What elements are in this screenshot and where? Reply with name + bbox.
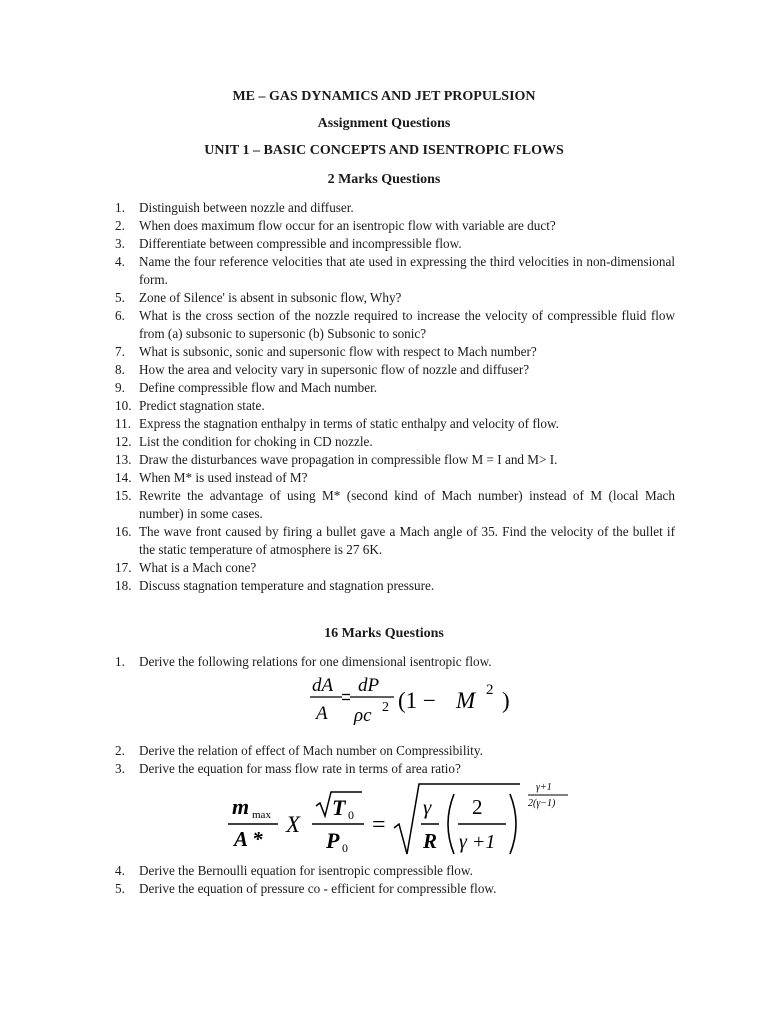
question-item — [115, 451, 675, 469]
question-item — [115, 217, 675, 235]
formula-gamma: γ — [423, 795, 432, 819]
question-text: Zone of Silence' is absent in subsonic flow, Why? — [139, 290, 402, 305]
question-text: Define compressible flow and Mach number. — [139, 380, 378, 395]
formula-R: R — [423, 829, 438, 853]
question-text: How the area and velocity vary in supersonic flow of nozzle and diffuser? — [139, 362, 530, 377]
formula-dA: dA — [312, 675, 334, 696]
question-item — [115, 653, 675, 671]
question-item — [115, 235, 675, 253]
document-subtitle: Assignment Questions — [317, 116, 451, 131]
sixteen-marks-question-list-b — [115, 742, 675, 778]
formula-equals: = — [372, 812, 386, 838]
question-number: 10. — [115, 398, 132, 413]
question-item — [115, 199, 675, 217]
formula-P: P — [326, 828, 340, 853]
question-text: Discuss stagnation temperature and stagnation pressure. — [139, 578, 435, 593]
sixteen-marks-question-list-c — [115, 862, 675, 898]
question-number: 13. — [115, 452, 132, 467]
question-text: When M* is used instead of M? — [139, 470, 308, 485]
question-number: 18. — [115, 578, 132, 593]
question-number: 4. — [115, 863, 125, 878]
area-pressure-relation-formula — [308, 670, 528, 726]
question-text: What is subsonic, sonic and supersonic flow with respect to Mach number? — [139, 344, 537, 359]
question-number: 1. — [115, 200, 125, 215]
question-text: Derive the equation for mass flow rate in terms of area ratio? — [139, 761, 461, 776]
question-text: Derive the relation of effect of Mach number on Compressibility. — [139, 743, 483, 758]
formula-T: T — [332, 795, 346, 820]
question-item — [115, 397, 675, 415]
question-number: 5. — [115, 881, 125, 896]
question-text: Draw the disturbances wave propagation in compressible flow M = I and M> I. — [139, 452, 558, 467]
question-text: Derive the Bernoulli equation for isentropic compressible flow. — [139, 863, 473, 878]
formula-gamma-plus-one: γ +1 — [459, 831, 496, 853]
question-item — [115, 343, 675, 361]
formula-rho-c: ρc — [354, 705, 372, 726]
question-item — [115, 379, 675, 397]
question-text: Distinguish between nozzle and diffuser. — [139, 200, 354, 215]
question-number: 2. — [115, 218, 125, 233]
question-text: The wave front caused by firing a bullet gave a Mach angle of 35. Find the velocity of the bullet if the static temperature of atmosphere is 27 6K. — [139, 524, 675, 557]
two-marks-heading: 2 Marks Questions — [327, 172, 441, 187]
question-item — [115, 742, 675, 760]
formula-exponent-numerator: γ+1 — [536, 782, 552, 793]
question-number: 12. — [115, 434, 132, 449]
question-item — [115, 361, 675, 379]
question-number: 5. — [115, 290, 125, 305]
formula-square-exponent: 2 — [382, 700, 389, 715]
question-number: 17. — [115, 560, 132, 575]
question-item — [115, 253, 675, 289]
sixteen-marks-question-list-a — [115, 653, 675, 671]
question-number: 11. — [115, 416, 131, 431]
question-item — [115, 289, 675, 307]
formula-paren-close: ) — [502, 688, 510, 713]
question-item — [115, 862, 675, 880]
formula-exponent-denominator: 2(γ−1) — [528, 798, 556, 809]
question-number: 9. — [115, 380, 125, 395]
question-number: 2. — [115, 743, 125, 758]
formula-M: M — [456, 688, 476, 713]
question-text: Express the stagnation enthalpy in terms of static enthalpy and velocity of flow. — [139, 416, 559, 431]
formula-max-subscript: max — [252, 809, 271, 821]
two-marks-question-list — [115, 199, 675, 595]
formula-P-subscript: 0 — [342, 841, 348, 855]
question-text: Name the four reference velocities that ate used in expressing the third velocities in non-dimensional form. — [139, 254, 675, 287]
question-number: 4. — [115, 254, 125, 269]
formula-dP: dP — [358, 675, 380, 696]
question-number: 14. — [115, 470, 132, 485]
question-number: 16. — [115, 524, 132, 539]
question-text: Differentiate between compressible and incompressible flow. — [139, 236, 462, 251]
formula-T-subscript: 0 — [348, 808, 354, 822]
question-text: Rewrite the advantage of using M* (second kind of Mach number) instead of M (local Mach number) in some cases. — [139, 488, 675, 521]
question-item — [115, 307, 675, 343]
formula-A: A — [316, 703, 328, 724]
question-text: What is the cross section of the nozzle required to increase the velocity of compressible fluid flow from (a) subsonic to supersonic (b) Subsonic to sonic? — [139, 308, 675, 341]
question-number: 7. — [115, 344, 125, 359]
formula-paren-open: (1 − — [398, 688, 436, 713]
question-item — [115, 487, 675, 523]
question-text: Predict stagnation state. — [139, 398, 265, 413]
question-item — [115, 433, 675, 451]
question-text: When does maximum flow occur for an isentropic flow with variable are duct? — [139, 218, 556, 233]
question-item — [115, 880, 675, 898]
sixteen-marks-heading: 16 Marks Questions — [324, 626, 444, 641]
question-text: List the condition for choking in CD nozzle. — [139, 434, 373, 449]
question-text: Derive the following relations for one dimensional isentropic flow. — [139, 654, 492, 669]
question-item — [115, 559, 675, 577]
question-number: 3. — [115, 761, 125, 776]
question-item — [115, 760, 675, 778]
question-text: What is a Mach cone? — [139, 560, 257, 575]
question-item — [115, 523, 675, 559]
mass-flow-rate-formula — [222, 778, 572, 858]
question-number: 3. — [115, 236, 125, 251]
document-title: ME – GAS DYNAMICS AND JET PROPULSION — [232, 89, 536, 104]
formula-X: X — [286, 812, 301, 837]
question-item — [115, 469, 675, 487]
question-item — [115, 577, 675, 595]
question-number: 6. — [115, 308, 125, 323]
question-number: 15. — [115, 488, 132, 503]
question-item — [115, 415, 675, 433]
question-number: 1. — [115, 654, 125, 669]
formula-m: m — [232, 794, 250, 819]
question-text: Derive the equation of pressure co - efficient for compressible flow. — [139, 881, 497, 896]
question-number: 8. — [115, 362, 125, 377]
formula-two: 2 — [472, 795, 483, 819]
unit-heading: UNIT 1 – BASIC CONCEPTS AND ISENTROPIC FLOWS — [204, 143, 564, 158]
formula-A-star: A * — [234, 827, 263, 851]
formula-M-exponent: 2 — [486, 682, 494, 698]
